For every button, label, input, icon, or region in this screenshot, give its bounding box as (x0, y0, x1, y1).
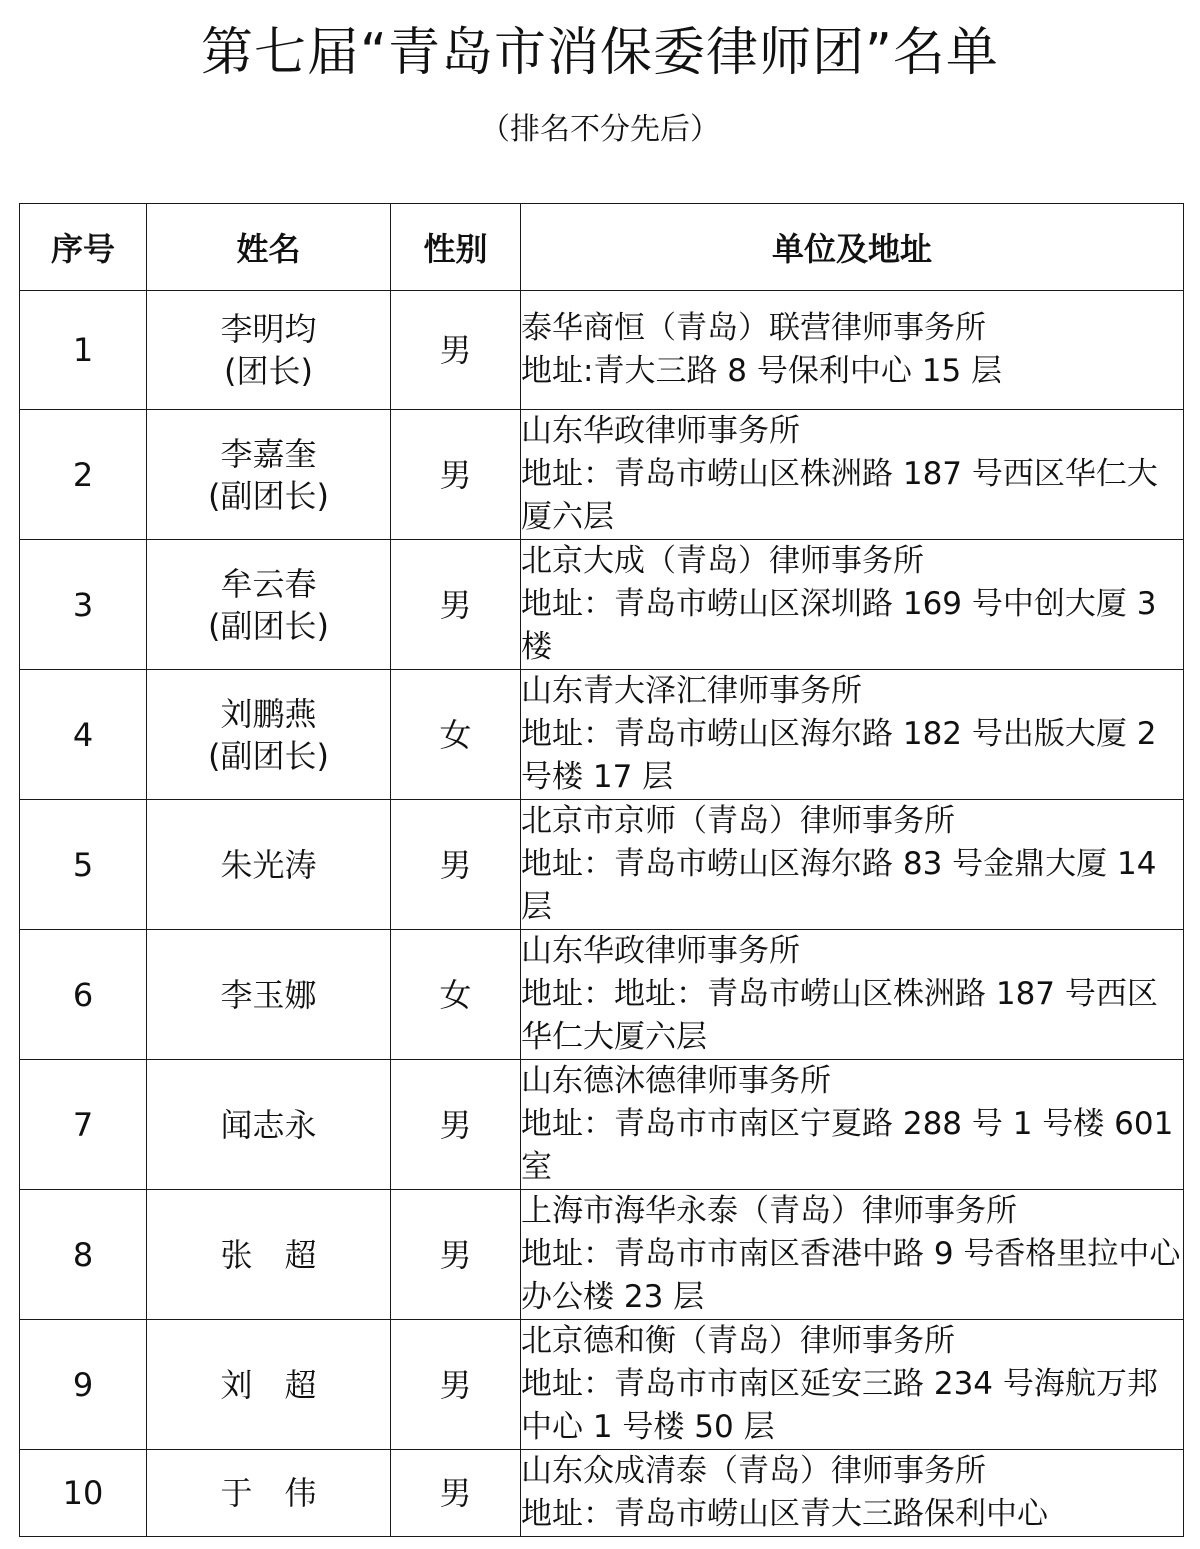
cell-name (147, 670, 391, 800)
member-name: 刘 超 (220, 1365, 317, 1404)
member-name: 闻志永 (220, 1105, 317, 1144)
member-name: 刘鹏燕 (220, 694, 317, 733)
member-role: (团长) (224, 352, 313, 390)
header-number: 序号 (20, 204, 147, 291)
table-row (20, 800, 1184, 930)
cell-number: 7 (20, 1060, 147, 1190)
cell-number: 1 (20, 291, 147, 410)
cell-name (147, 800, 391, 930)
cell-name (147, 1450, 391, 1537)
table-row (20, 1060, 1184, 1190)
law-firm-name: 北京大成（青岛）律师事务所 (521, 543, 924, 579)
cell-gender: 女 (391, 670, 521, 800)
table-row (20, 1450, 1184, 1537)
cell-gender: 女 (391, 930, 521, 1060)
table-row (20, 1190, 1184, 1320)
law-firm-name: 泰华商恒（青岛）联营律师事务所 (521, 310, 986, 346)
cell-unit-address (521, 1060, 1184, 1190)
cell-number: 6 (20, 930, 147, 1060)
member-role: (副团长) (208, 736, 329, 775)
firm-address: 地址：青岛市市南区延安三路 234 号海航万邦中心 1 号楼 50 层 (521, 1366, 1158, 1445)
member-name: 于 伟 (220, 1474, 317, 1512)
cell-gender: 男 (391, 291, 521, 410)
firm-address: 地址：地址：青岛市崂山区株洲路 187 号西区华仁大厦六层 (521, 976, 1158, 1055)
cell-name (147, 1320, 391, 1450)
cell-unit-address (521, 1450, 1184, 1537)
cell-unit-address (521, 291, 1184, 410)
law-firm-name: 山东华政律师事务所 (521, 933, 800, 969)
document-title: 第七届“青岛市消保委律师团”名单 (201, 23, 999, 83)
cell-gender: 男 (391, 1060, 521, 1190)
table-row (20, 291, 1184, 410)
cell-number: 2 (20, 410, 147, 540)
table-row (20, 410, 1184, 540)
cell-gender: 男 (391, 1190, 521, 1320)
cell-gender: 男 (391, 1320, 521, 1450)
cell-name (147, 930, 391, 1060)
member-name: 张 超 (220, 1235, 317, 1274)
cell-number: 8 (20, 1190, 147, 1320)
cell-unit-address (521, 1320, 1184, 1450)
member-name: 朱光涛 (220, 845, 317, 884)
table-row (20, 930, 1184, 1060)
cell-gender: 男 (391, 800, 521, 930)
header-gender: 性别 (391, 204, 521, 291)
cell-name (147, 1060, 391, 1190)
law-firm-name: 北京德和衡（青岛）律师事务所 (521, 1323, 955, 1359)
firm-address: 地址：青岛市市南区宁夏路 288 号 1 号楼 601 室 (521, 1106, 1174, 1185)
cell-number: 5 (20, 800, 147, 930)
header-name: 姓名 (147, 204, 391, 291)
member-name: 李明均 (220, 310, 317, 348)
cell-number: 10 (20, 1450, 147, 1537)
table-row (20, 670, 1184, 800)
cell-unit-address (521, 540, 1184, 670)
cell-unit-address (521, 930, 1184, 1060)
cell-gender: 男 (391, 410, 521, 540)
member-role: (副团长) (208, 476, 329, 515)
table-row (20, 1320, 1184, 1450)
law-firm-name: 山东德沐德律师事务所 (521, 1063, 831, 1099)
cell-unit-address (521, 670, 1184, 800)
member-role: (副团长) (208, 606, 329, 645)
cell-unit-address (521, 1190, 1184, 1320)
law-firm-name: 北京市京师（青岛）律师事务所 (521, 803, 955, 839)
firm-address: 地址：青岛市崂山区海尔路 182 号出版大厦 2 号楼 17 层 (521, 716, 1157, 795)
document-subtitle: （排名不分先后） (480, 112, 720, 147)
firm-address: 地址：青岛市崂山区青大三路保利中心 (521, 1496, 1048, 1532)
cell-number: 9 (20, 1320, 147, 1450)
cell-name (147, 540, 391, 670)
cell-name (147, 1190, 391, 1320)
lawyer-roster-table (19, 203, 1184, 1537)
cell-number: 4 (20, 670, 147, 800)
firm-address: 地址:青大三路 8 号保利中心 15 层 (521, 353, 1003, 389)
firm-address: 地址：青岛市崂山区深圳路 169 号中创大厦 3 楼 (521, 586, 1157, 665)
law-firm-name: 山东青大泽汇律师事务所 (521, 673, 862, 709)
table-row (20, 540, 1184, 670)
cell-number: 3 (20, 540, 147, 670)
header-unit-address: 单位及地址 (521, 204, 1184, 291)
firm-address: 地址：青岛市崂山区株洲路 187 号西区华仁大厦六层 (521, 456, 1158, 535)
member-name: 牟云春 (220, 564, 317, 603)
cell-gender: 男 (391, 1450, 521, 1537)
cell-gender: 男 (391, 540, 521, 670)
cell-unit-address (521, 800, 1184, 930)
law-firm-name: 上海市海华永泰（青岛）律师事务所 (521, 1193, 1017, 1229)
table-header-row (20, 204, 1184, 291)
cell-unit-address (521, 410, 1184, 540)
member-name: 李嘉奎 (220, 434, 317, 473)
cell-name (147, 410, 391, 540)
member-name: 李玉娜 (220, 975, 317, 1014)
firm-address: 地址：青岛市崂山区海尔路 83 号金鼎大厦 14 层 (521, 846, 1157, 925)
cell-name (147, 291, 391, 410)
law-firm-name: 山东华政律师事务所 (521, 413, 800, 449)
law-firm-name: 山东众成清泰（青岛）律师事务所 (521, 1453, 986, 1489)
firm-address: 地址：青岛市市南区香港中路 9 号香格里拉中心办公楼 23 层 (521, 1236, 1181, 1315)
